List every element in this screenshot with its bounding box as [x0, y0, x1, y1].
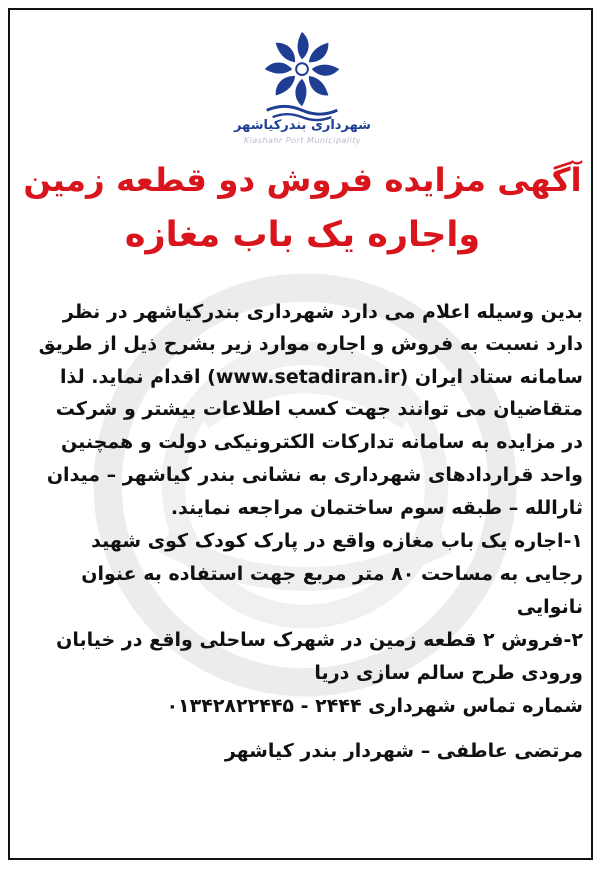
municipality-fish-emblem-icon: [253, 26, 351, 124]
title-line-2: واجاره یک باب مغازه: [124, 215, 481, 255]
body-line-3: [21, 368, 583, 387]
signature-line: مرتضی عاطفی – شهردار بندر کیاشهر: [224, 740, 583, 762]
setad-website-text: سامانه ستاد ایران (www.setadiran.ir) اقدام نماید. لذا: [60, 366, 583, 388]
organization-name-latin: Kiashahr Port Municipality: [243, 136, 362, 145]
item-1-line-3: نانوایی: [516, 596, 583, 618]
body-line-2: دارد نسبت به فروش و اجاره موارد زیر بشرح ذیل از طریق: [38, 333, 583, 355]
item-1-line-1: ۱-اجاره یک باب مغازه واقع در پارک کودک کوی شهید: [91, 530, 583, 552]
item-2-line-2: ورودی طرح سالم سازی دریا: [314, 662, 583, 684]
item-1-line-2: رجایی به مساحت ۸۰ متر مربع جهت استفاده به عنوان: [81, 563, 583, 585]
body-line-5: در مزایده به سامانه تدارکات الکترونیکی دولت و همچنین: [61, 431, 583, 453]
item-2-line-1: ۲-فروش ۲ قطعه زمین در شهرک ساحلی واقع در خیابان: [56, 629, 583, 651]
body-line-1: بدین وسیله اعلام می دارد شهرداری بندرکیاشهر در نظر: [62, 301, 583, 323]
body-line-7: ثارالله – طبقه سوم ساختمان مراجعه نمایند.: [170, 497, 583, 519]
contact-phone: شماره تماس شهرداری ۲۴۴۴ - ۰۱۳۴۲۸۲۲۴۴۵: [166, 695, 583, 717]
body-line-4: متقاضیان می توانند جهت کسب اطلاعات بیشتر و شرکت: [55, 398, 583, 420]
organization-name: شهرداری بندرکیاشهر: [234, 118, 371, 133]
title-line-1: آگهی مزایده فروش دو قطعه زمین: [23, 161, 582, 199]
body-line-6: واحد قراردادهای شهرداری به نشانی بندر کیاشهر – میدان: [46, 464, 583, 486]
